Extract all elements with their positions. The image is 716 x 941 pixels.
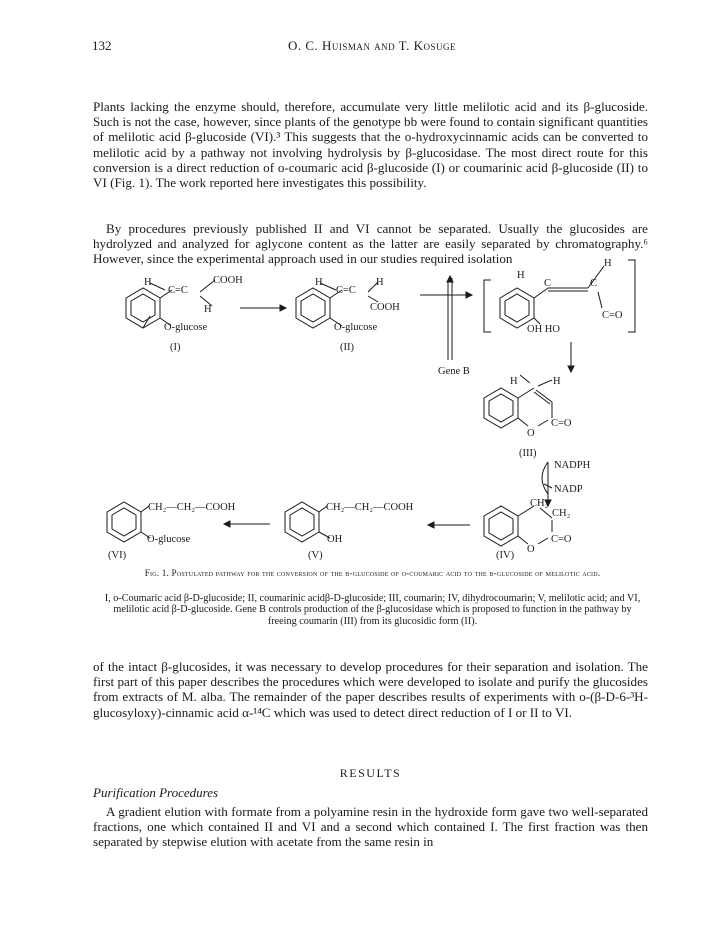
label-c-int: C [544, 278, 552, 289]
label-oglucose-II: O-glucose [334, 322, 378, 333]
paragraph-4: A gradient elution with formate from a polyamine resin in the hydroxide form gave two well-separated fractions, one which contained II and VI and a second which contained I. The first fraction was then separated by stepwise elution with acetate from the same resin in [93, 804, 648, 850]
label-oh-V: OH [327, 534, 343, 545]
label-compound-VI: (VI) [108, 550, 127, 561]
benzene-inner-I [131, 294, 155, 322]
figure-title: Fig. 1. Postulated pathway for the conversion of the β-glucoside of o-coumaric acid to the β-glucoside of melilotic acid. [144, 568, 601, 578]
label-compound-II: (II) [340, 342, 354, 353]
paragraph-3: of the intact β-glucosides, it was necessary to develop procedures for their separation and isolation. The first part of this paper describes the procedures which were developed to isolate and purify the glucosides from extracts of M. alba. The remainder of the paper describes results of experiments with o-(β-D-6-³H-glucosyloxy)-cinnamic acid α-¹⁴C which was used to detect direct reduction of I or II to VI. [93, 659, 648, 720]
label-nadp: NADP [554, 484, 583, 495]
label-ceqo-III: C=O [551, 418, 572, 429]
label-sidechain-V: CH₂—CH₂—COOH [326, 502, 414, 513]
running-head: O. C. Huisman and T. Kosuge [287, 38, 457, 53]
label-o-IV: O [527, 544, 535, 555]
label-c-int-2: C [590, 278, 598, 289]
label-h-I-1: H [144, 277, 152, 288]
label-h-I-2: H [204, 304, 212, 315]
label-ch2-IV-1: CH₂ [530, 498, 549, 509]
figure-caption: I, o-Coumaric acid β-D-glucoside; II, coumarinic acidβ-D-glucoside; III, coumarin; IV, dihydrocoumarin; V, melilotic acid; and VI, melilotic acid β-D-glucoside. Gene B controls production of the β-glucosidase which is proposed to function in the pathway by freeing coumarin (III) from its glucosidic form (II). [104, 593, 641, 627]
paragraph-1: Plants lacking the enzyme should, therefore, accumulate very little melilotic acid and its β-glucoside. Such is not the case, however, since plants of the genotype bb were found to contain significant quantities of melilotic acid β-glucoside (VI).³ This suggests that the o-hydroxycinnamic acids can be converted to melilotic acid by a pathway not involving hydrolysis by β-glucosidase. The most direct route for this conversion is a direct reduction of o-coumaric acid β-glucoside (I) or coumarinic acid β-glucoside (II) to VI (Fig. 1). The work reported here investigates this possibility. [93, 99, 648, 191]
label-h-III-1: H [510, 376, 518, 387]
section-heading: RESULTS [339, 766, 402, 780]
label-nadph: NADPH [554, 460, 591, 471]
benzene-inner-II [301, 294, 325, 322]
label-ch2-IV-2: CH₂ [552, 508, 571, 519]
label-ceqo-IV: C=O [551, 534, 572, 545]
subheading: Purification Procedures [93, 785, 219, 800]
label-o-III: O [527, 428, 535, 439]
label-ceqo-int: C=O [602, 310, 623, 321]
label-h-II-2: H [376, 277, 384, 288]
label-cooh-I: COOH [213, 275, 243, 286]
label-compound-IV: (IV) [496, 550, 515, 561]
label-gene-b: Gene B [438, 366, 470, 377]
label-sidechain-VI: CH₂—CH₂—COOH [148, 502, 236, 513]
label-oglucose-VI: O-glucose [147, 534, 191, 545]
label-compound-I: (I) [170, 342, 181, 353]
page-number: 132 [92, 38, 112, 53]
label-compound-V: (V) [308, 550, 323, 561]
label-h-int-1: H [517, 270, 525, 281]
label-h-III-2: H [553, 376, 561, 387]
paragraph-2: By procedures previously published II and VI cannot be separated. Usually the glucosides are hydrolyzed and analyzed for aglycone content as the latter are easily separated by chromatography.⁶ However, since the experimental approach used in our studies required isolation [93, 221, 648, 267]
label-h-int-2: H [604, 258, 612, 269]
label-oglucose-I: O-glucose [164, 322, 208, 333]
label-cooh-II: COOH [370, 302, 400, 313]
label-h-II-1: H [315, 277, 323, 288]
label-ceq-I: C=C [168, 285, 188, 296]
label-ceq-II: C=C [336, 285, 356, 296]
label-compound-III: (III) [519, 448, 537, 459]
label-oh-int: OH HO [527, 324, 560, 335]
